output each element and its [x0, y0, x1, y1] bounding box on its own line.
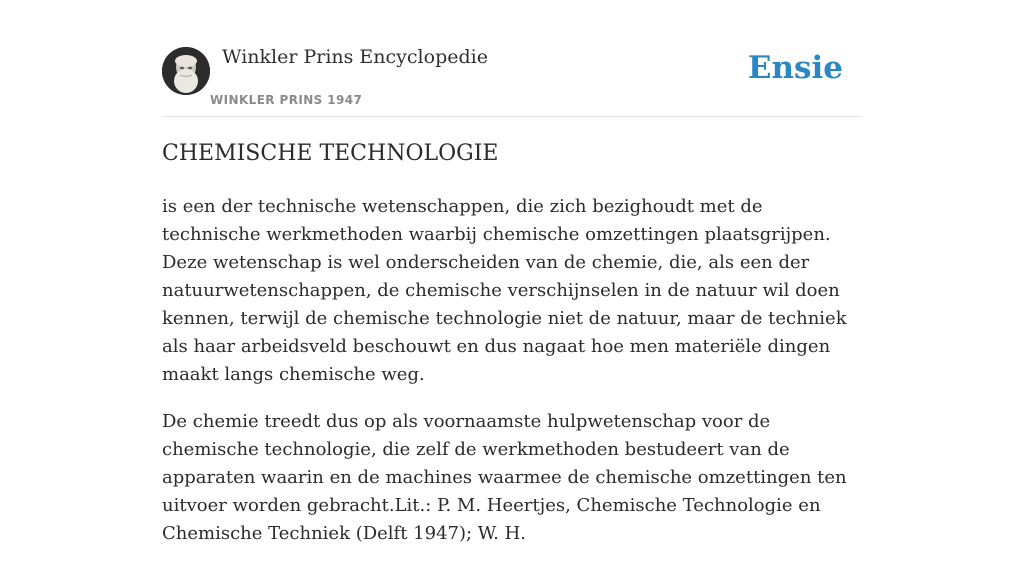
- article-paragraph: De chemie treedt dus op als voornaamste hulpwetenschap voor de chemische technologie, die zelf de werkmethoden bestudeert van de apparaten waarin en de machines waarmee de chemische omzettingen ten uitvoer worden gebracht.Lit.: P. M. Heertjes, Chemische Technologie en Chemische Techniek (Delft 1947); W. H.: [162, 411, 847, 544]
- source-header: [162, 0, 862, 117]
- bearded-man-portrait-icon[interactable]: [162, 47, 210, 95]
- ensie-logo-link[interactable]: Ensie: [747, 50, 843, 86]
- article-body: [162, 193, 862, 567]
- edition-label[interactable]: WINKLER PRINS 1947: [210, 93, 363, 107]
- source-title-link[interactable]: Winkler Prins Encyclopedie: [222, 46, 488, 68]
- page-container: [162, 0, 862, 544]
- article-paragraph: is een der technische wetenschappen, die zich bezighoudt met de technische werkmethoden waarbij chemische omzettingen plaatsgrijpen. Deze wetenschap is wel onderscheiden van de chemie, die, als een der natuurwetenschappen, de chemische verschijnselen in de natuur wil doen kennen, terwijl de chemische technologie niet de natuur, maar de techniek als haar arbeidsveld beschouwt en dus nagaat hoe men materiële dingen maakt langs chemische weg.: [162, 196, 847, 385]
- article-title: CHEMISCHE TECHNOLOGIE: [162, 141, 499, 166]
